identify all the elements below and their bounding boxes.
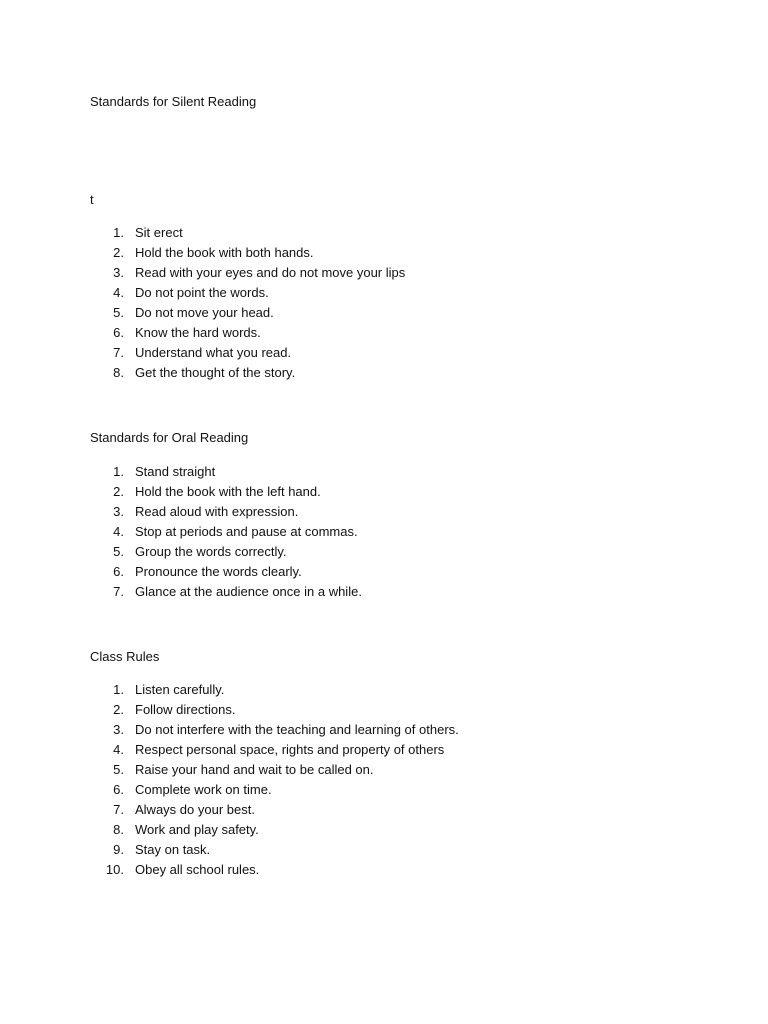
item-text: Hold the book with the left hand.: [135, 484, 321, 499]
item-text: Glance at the audience once in a while.: [135, 584, 362, 599]
item-number: 8.: [113, 822, 124, 837]
item-text: Do not point the words.: [135, 285, 269, 300]
item-number: 3.: [113, 722, 124, 737]
item-text: Complete work on time.: [135, 782, 272, 797]
item-number: 4.: [113, 285, 124, 300]
item-number: 6.: [113, 782, 124, 797]
item-number: 6.: [113, 564, 124, 579]
item-text: Respect personal space, rights and property of others: [135, 742, 445, 757]
item-number: 7.: [113, 802, 124, 817]
item-text: Do not move your head.: [135, 305, 274, 320]
item-number: 2.: [113, 702, 124, 717]
item-text: Read with your eyes and do not move your lips: [135, 265, 406, 280]
heading-silent-reading: Standards for Silent Reading: [90, 94, 257, 109]
heading-oral-reading: Standards for Oral Reading: [90, 430, 249, 445]
item-text: Obey all school rules.: [135, 862, 260, 877]
stray-character: t: [90, 192, 94, 207]
item-text: Get the thought of the story.: [135, 365, 296, 380]
item-text: Pronounce the words clearly.: [135, 564, 302, 579]
item-number: 8.: [113, 365, 124, 380]
item-text: Know the hard words.: [135, 325, 261, 340]
item-number: 7.: [113, 345, 124, 360]
item-number: 5.: [113, 762, 124, 777]
item-number: 3.: [113, 504, 124, 519]
item-text: Group the words correctly.: [135, 544, 287, 559]
item-number: 1.: [113, 464, 124, 479]
item-number: 10.: [105, 862, 124, 877]
item-text: Understand what you read.: [135, 345, 292, 360]
item-number: 1.: [113, 225, 124, 240]
item-text: Stand straight: [135, 464, 216, 479]
item-number: 2.: [113, 484, 124, 499]
item-number: 7.: [113, 584, 124, 599]
item-number: 6.: [113, 325, 124, 340]
item-text: Listen carefully.: [135, 682, 225, 697]
item-number: 5.: [113, 544, 124, 559]
item-text: Read aloud with expression.: [135, 504, 299, 519]
item-number: 4.: [113, 742, 124, 757]
item-text: Do not interfere with the teaching and learning of others.: [135, 722, 459, 737]
item-text: Sit erect: [135, 225, 183, 240]
item-number: 3.: [113, 265, 124, 280]
item-number: 9.: [113, 842, 124, 857]
item-text: Work and play safety.: [135, 822, 259, 837]
item-text: Follow directions.: [135, 702, 236, 717]
item-number: 2.: [113, 245, 124, 260]
item-number: 1.: [113, 682, 124, 697]
item-text: Raise your hand and wait to be called on.: [135, 762, 374, 777]
heading-class-rules: Class Rules: [90, 649, 160, 664]
item-text: Stay on task.: [135, 842, 211, 857]
item-number: 5.: [113, 305, 124, 320]
item-number: 4.: [113, 524, 124, 539]
item-text: Stop at periods and pause at commas.: [135, 524, 358, 539]
item-text: Hold the book with both hands.: [135, 245, 314, 260]
item-text: Always do your best.: [135, 802, 255, 817]
